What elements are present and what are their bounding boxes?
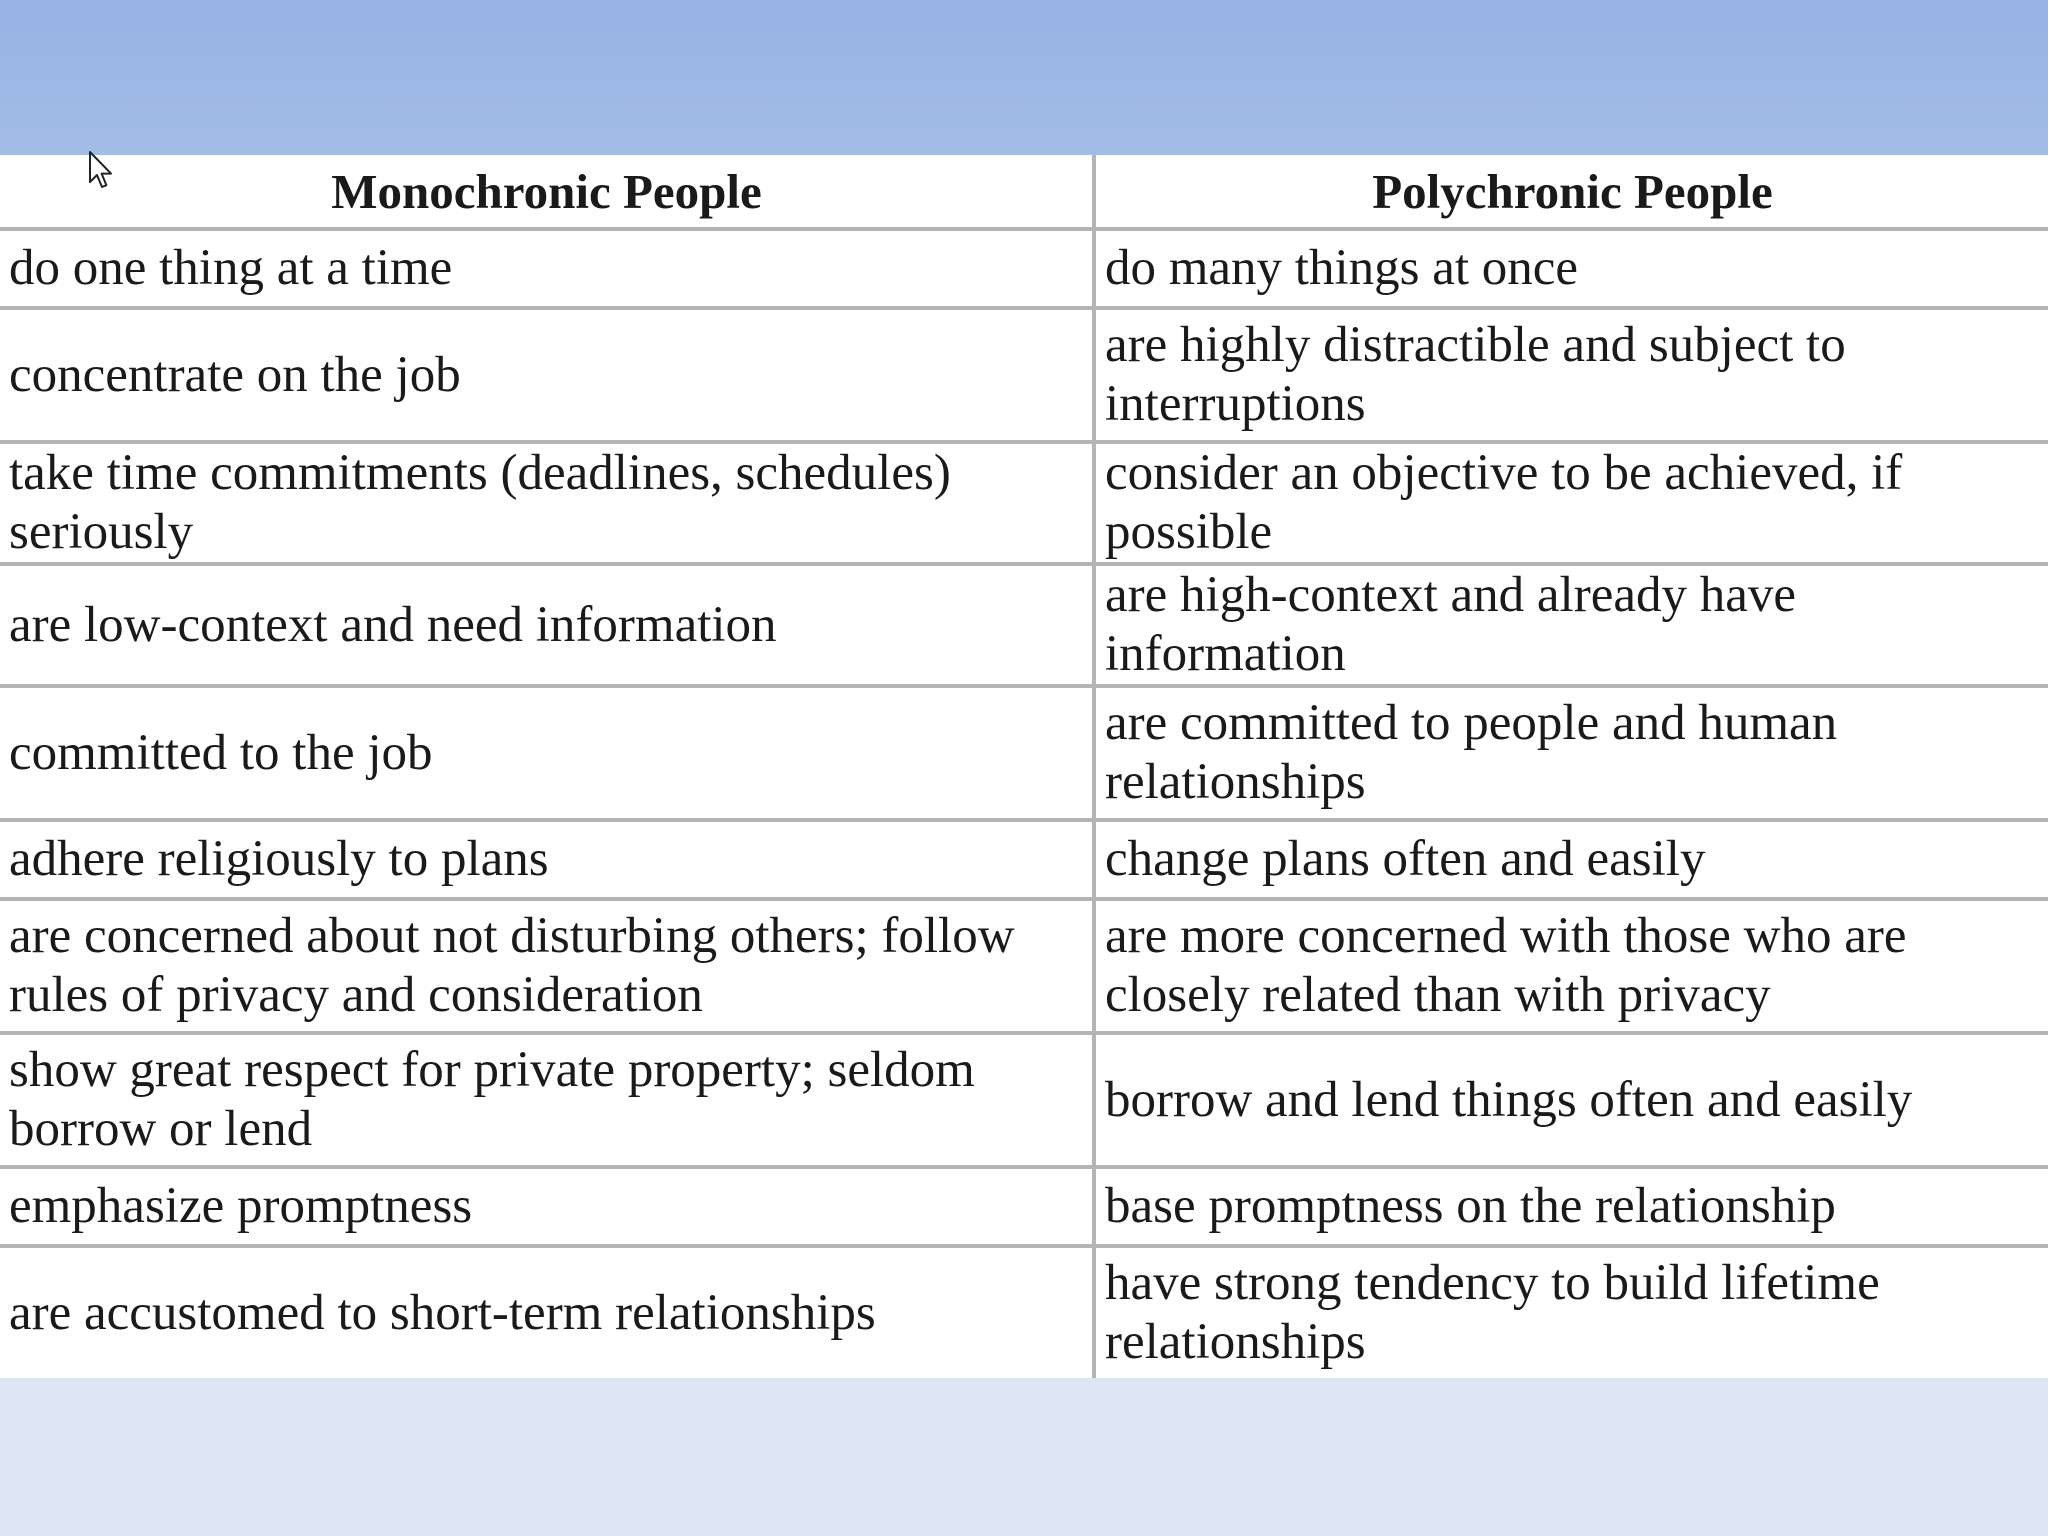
monochronic-cell: are low-context and need information xyxy=(0,564,1094,686)
polychronic-cell: are highly distractible and subject to interruptions xyxy=(1094,308,2048,442)
polychronic-cell: have strong tendency to build lifetime relationships xyxy=(1094,1246,2048,1378)
slide-bottom-band xyxy=(0,1351,2048,1536)
polychronic-cell: do many things at once xyxy=(1094,229,2048,308)
monochronic-cell: are accustomed to short-term relationships xyxy=(0,1246,1094,1378)
polychronic-cell: are high-context and already have information xyxy=(1094,564,2048,686)
polychronic-cell: are committed to people and human relationships xyxy=(1094,686,2048,820)
table-header-row xyxy=(0,155,2048,229)
polychronic-cell: base promptness on the relationship xyxy=(1094,1167,2048,1246)
column-header-polychronic: Polychronic People xyxy=(1094,155,2048,229)
mouse-pointer-icon xyxy=(88,150,114,190)
monochronic-cell: concentrate on the job xyxy=(0,308,1094,442)
table-row xyxy=(0,442,2048,564)
column-header-monochronic: Monochronic People xyxy=(0,155,1094,229)
polychronic-cell: are more concerned with those who are closely related than with privacy xyxy=(1094,899,2048,1033)
table-row xyxy=(0,1246,2048,1378)
monochronic-cell: are concerned about not disturbing others; follow rules of privacy and consideration xyxy=(0,899,1094,1033)
table-row xyxy=(0,1033,2048,1167)
table-row xyxy=(0,229,2048,308)
polychronic-cell: borrow and lend things often and easily xyxy=(1094,1033,2048,1167)
monochronic-cell: do one thing at a time xyxy=(0,229,1094,308)
monochronic-cell: emphasize promptness xyxy=(0,1167,1094,1246)
table-row xyxy=(0,820,2048,899)
monochronic-cell: show great respect for private property; seldom borrow or lend xyxy=(0,1033,1094,1167)
polychronic-cell: consider an objective to be achieved, if possible xyxy=(1094,442,2048,564)
table-row xyxy=(0,564,2048,686)
monochronic-cell: committed to the job xyxy=(0,686,1094,820)
monochronic-cell: take time commitments (deadlines, schedules) seriously xyxy=(0,442,1094,564)
table-row xyxy=(0,899,2048,1033)
comparison-table xyxy=(0,155,2048,1378)
table-row xyxy=(0,308,2048,442)
slide-title-band xyxy=(0,0,2048,155)
table-row xyxy=(0,1167,2048,1246)
table-row xyxy=(0,686,2048,820)
polychronic-cell: change plans often and easily xyxy=(1094,820,2048,899)
monochronic-cell: adhere religiously to plans xyxy=(0,820,1094,899)
